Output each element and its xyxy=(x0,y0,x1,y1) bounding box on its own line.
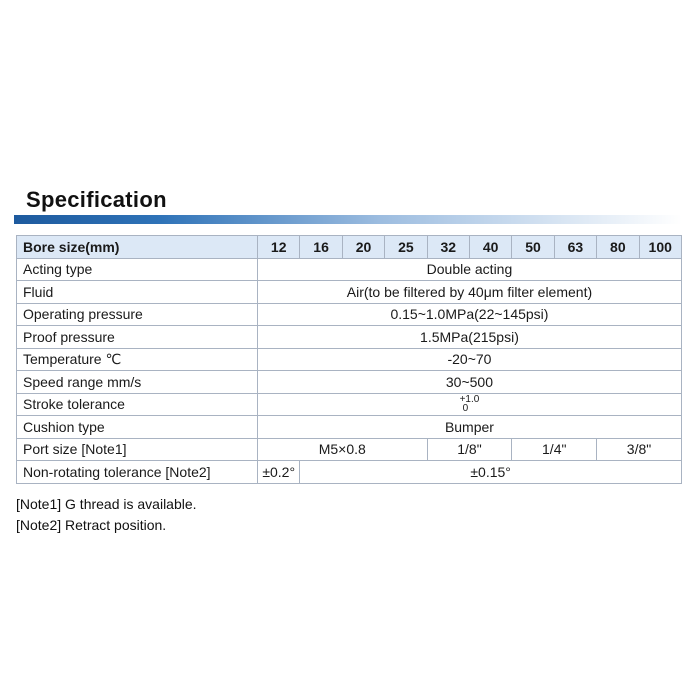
bore-size-100: 100 xyxy=(639,236,681,259)
cushion-type-label: Cushion type xyxy=(17,416,258,439)
bore-size-63: 63 xyxy=(554,236,596,259)
cushion-type-value: Bumper xyxy=(258,416,682,439)
table-row xyxy=(17,438,682,461)
stroke-tolerance-upper: +1.0 xyxy=(459,394,480,406)
table-header-row xyxy=(17,236,682,259)
port-size-1-4: 1/4" xyxy=(512,438,597,461)
table-row xyxy=(17,393,682,416)
table-row xyxy=(17,281,682,304)
table-row xyxy=(17,371,682,394)
table-row xyxy=(17,348,682,371)
stroke-tolerance-label: Stroke tolerance xyxy=(17,393,258,416)
fluid-value: Air(to be filtered by 40μm filter element) xyxy=(258,281,682,304)
proof-pressure-value: 1.5MPa(215psi) xyxy=(258,326,682,349)
stroke-tolerance-lower: 0 xyxy=(462,403,469,415)
table-row xyxy=(17,416,682,439)
fluid-label: Fluid xyxy=(17,281,258,304)
temperature-label: Temperature ℃ xyxy=(17,348,258,371)
operating-pressure-value: 0.15~1.0MPa(22~145psi) xyxy=(258,303,682,326)
table-row xyxy=(17,258,682,281)
port-size-1-8: 1/8" xyxy=(427,438,512,461)
table-row xyxy=(17,461,682,484)
table-row xyxy=(17,303,682,326)
title-underline-bar xyxy=(14,215,682,224)
notes-section xyxy=(16,494,197,536)
bore-size-25: 25 xyxy=(385,236,427,259)
speed-range-value: 30~500 xyxy=(258,371,682,394)
acting-type-label: Acting type xyxy=(17,258,258,281)
stroke-tolerance-value xyxy=(258,393,682,416)
non-rotating-label: Non-rotating tolerance [Note2] xyxy=(17,461,258,484)
bore-size-50: 50 xyxy=(512,236,554,259)
proof-pressure-label: Proof pressure xyxy=(17,326,258,349)
table-row xyxy=(17,326,682,349)
bore-size-12: 12 xyxy=(258,236,300,259)
acting-type-value: Double acting xyxy=(258,258,682,281)
operating-pressure-label: Operating pressure xyxy=(17,303,258,326)
port-size-3-8: 3/8" xyxy=(597,438,682,461)
port-size-label: Port size [Note1] xyxy=(17,438,258,461)
note-2: [Note2] Retract position. xyxy=(16,517,167,533)
non-rotating-value-other: ±0.15° xyxy=(300,461,682,484)
speed-range-label: Speed range mm/s xyxy=(17,371,258,394)
bore-size-80: 80 xyxy=(597,236,639,259)
note-1: [Note1] G thread is available. xyxy=(16,496,197,512)
specification-table xyxy=(16,235,682,484)
port-size-m5: M5×0.8 xyxy=(258,438,428,461)
bore-size-header: Bore size(mm) xyxy=(17,236,258,259)
bore-size-20: 20 xyxy=(342,236,384,259)
page-title: Specification xyxy=(26,187,167,212)
bore-size-16: 16 xyxy=(300,236,342,259)
bore-size-32: 32 xyxy=(427,236,469,259)
stroke-tolerance-fraction xyxy=(460,395,480,413)
bore-size-40: 40 xyxy=(469,236,511,259)
non-rotating-value-12: ±0.2° xyxy=(258,461,300,484)
temperature-value: -20~70 xyxy=(258,348,682,371)
